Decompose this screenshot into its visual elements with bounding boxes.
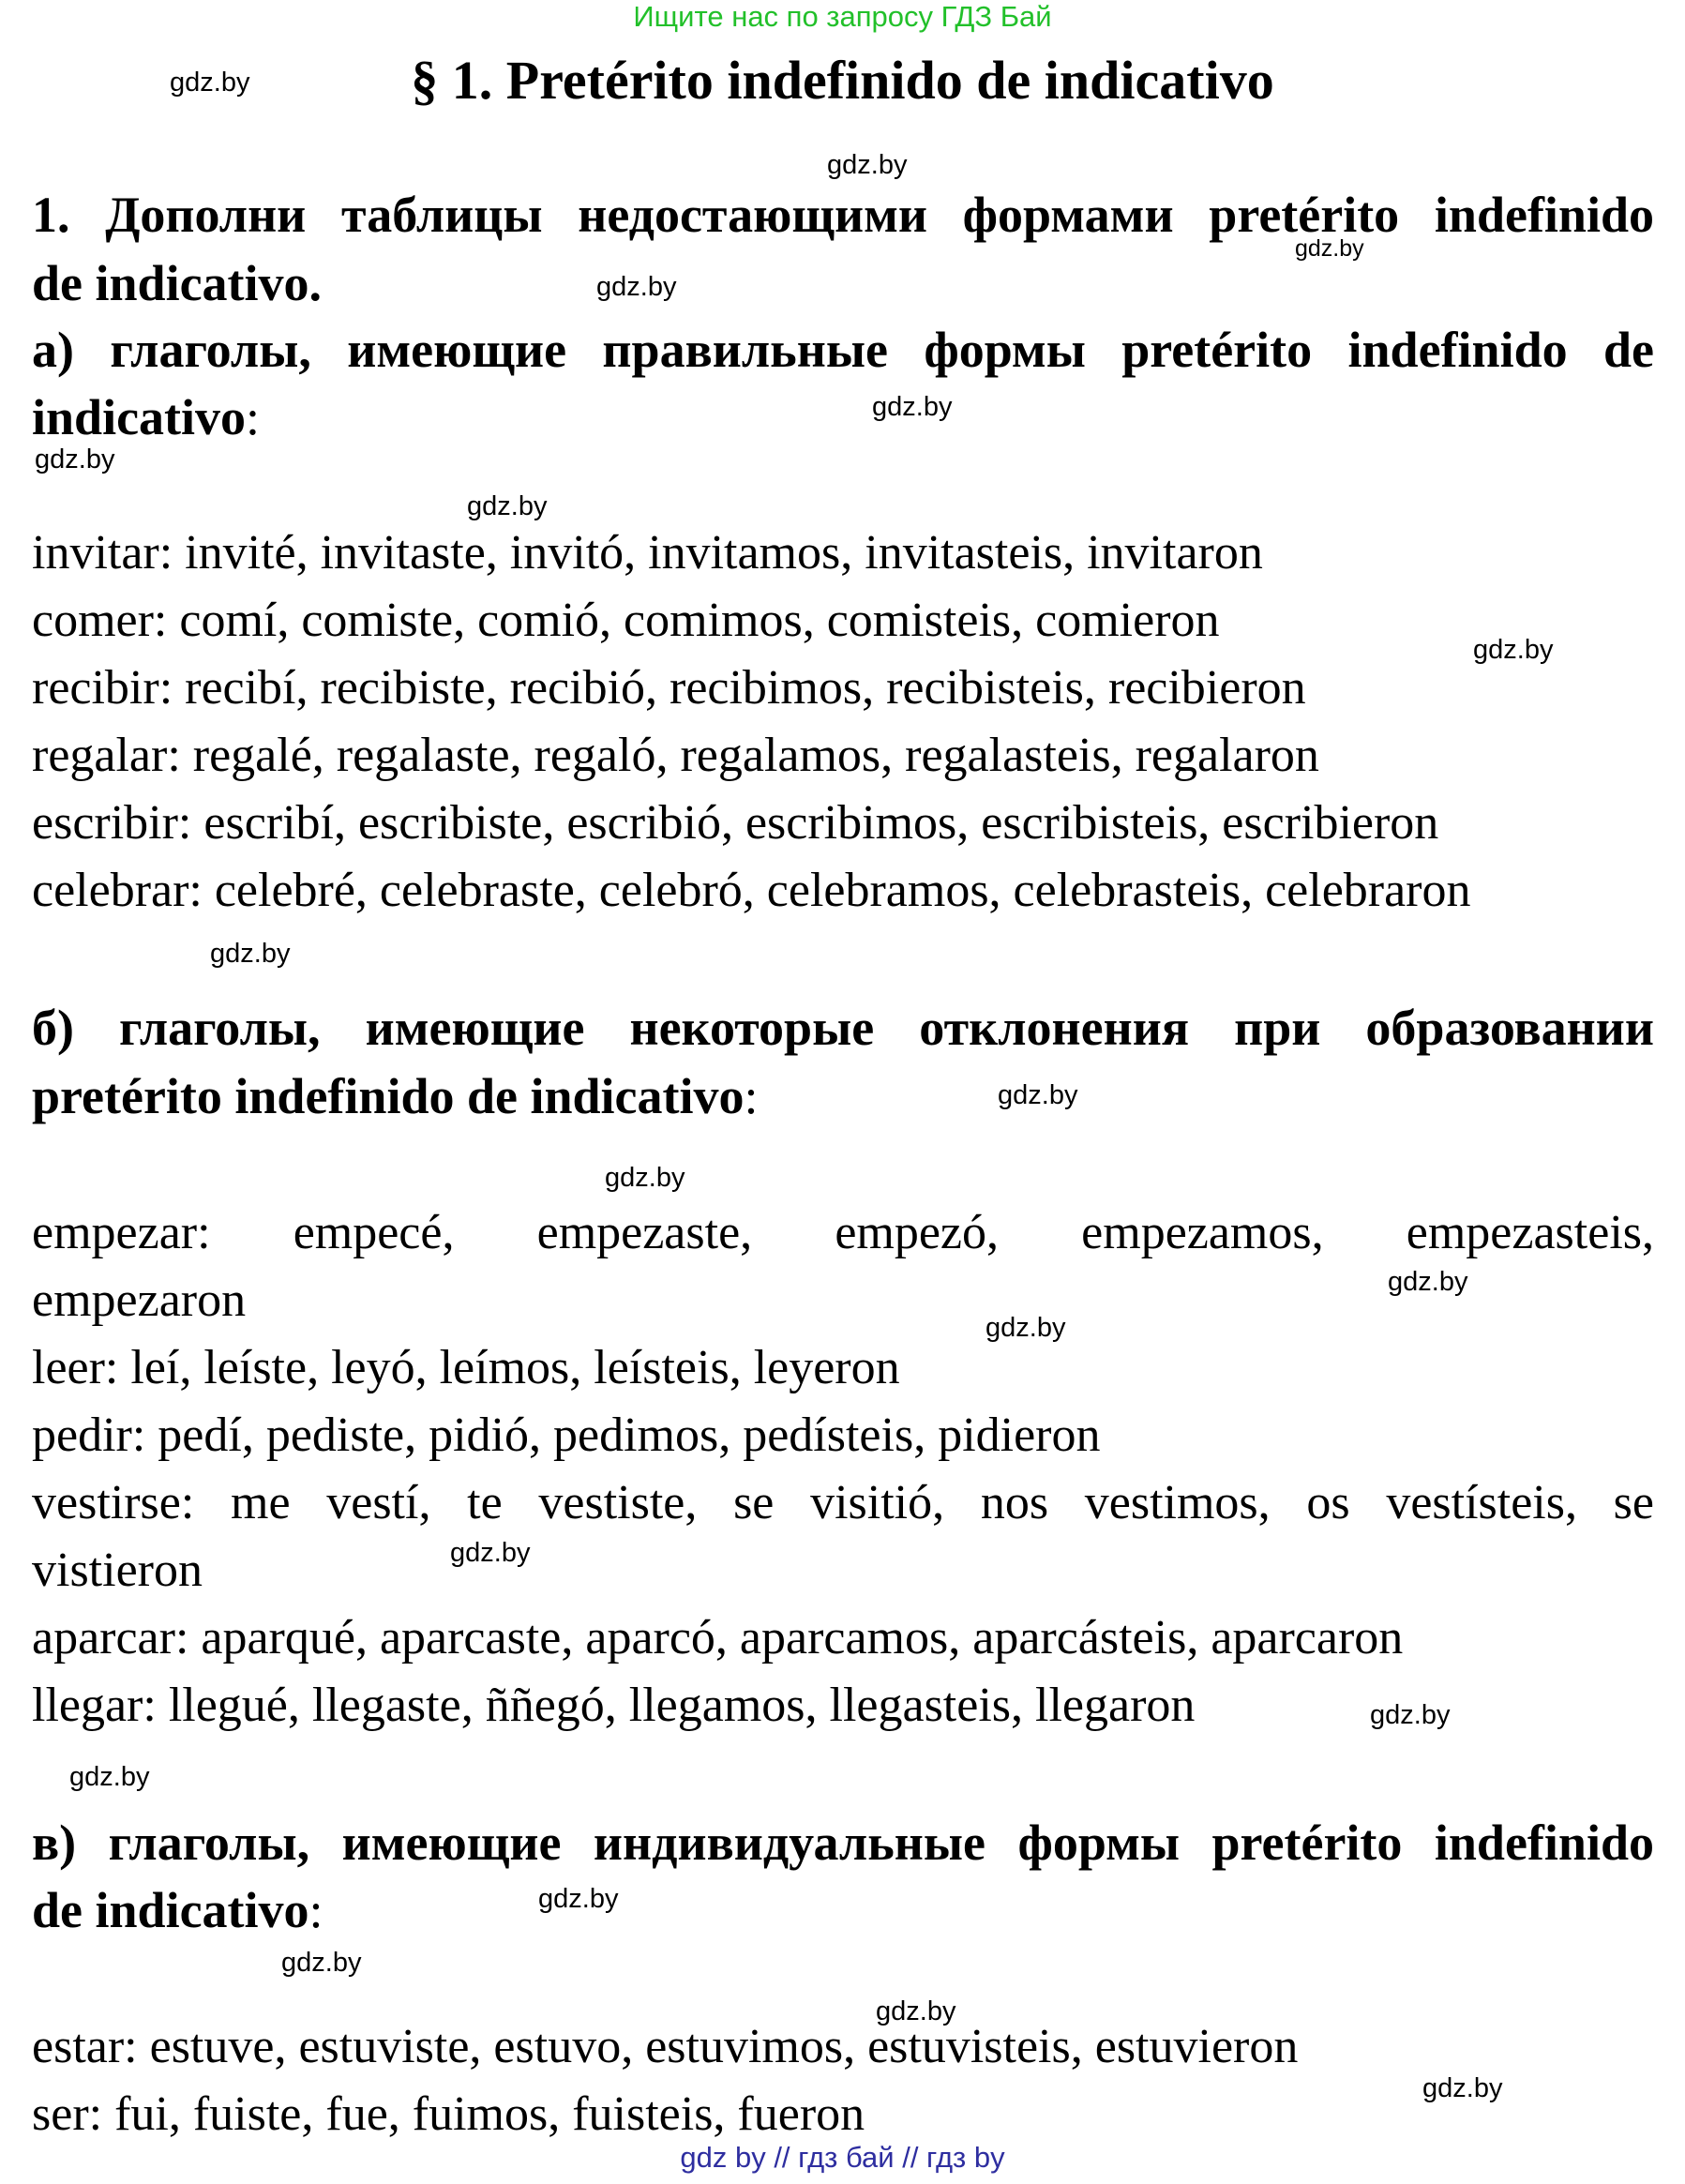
verb-line-aparcar: aparcar: aparqué, aparcaste, aparcó, aparcamos, aparcásteis, aparcaron — [32, 1611, 1404, 1664]
watermark: gdz.by — [1370, 1700, 1451, 1730]
watermark: gdz.by — [605, 1163, 685, 1193]
watermark: gdz.by — [998, 1080, 1078, 1110]
watermark: gdz.by — [596, 272, 677, 302]
watermark: gdz.by — [1388, 1267, 1468, 1297]
watermark: gdz.by — [1473, 635, 1554, 665]
section-a-heading-line-2 — [32, 384, 1654, 452]
section-c-heading-text: de indicativo — [32, 1882, 309, 1938]
verb-line-empezar-1: empezar: empecé, empezaste, empezó, empezamos, empezasteis, — [32, 1206, 1654, 1259]
verb-line-estar: estar: estuve, estuviste, estuvo, estuvimos, estuvisteis, estuvieron — [32, 2020, 1299, 2073]
watermark: gdz.by — [1422, 2073, 1503, 2103]
section-c-heading-line-1: в) глаголы, имеющие индивидуальные формы pretérito indefinido — [32, 1815, 1654, 1871]
top-banner: Ищите нас по запросу ГДЗ Бай — [633, 0, 1052, 33]
section-c-heading-colon: : — [308, 1882, 323, 1938]
verb-line-regalar: regalar: regalé, regalaste, regaló, regalamos, regalasteis, regalaron — [32, 729, 1319, 782]
task-heading-line-1: 1. Дополни таблицы недостающими формами pretérito indefinido — [32, 187, 1654, 243]
section-b-heading-text: pretérito indefinido de indicativo — [32, 1068, 745, 1124]
verb-line-llegar: llegar: llegué, llegaste, ññegó, llegamos, llegasteis, llegaron — [32, 1679, 1196, 1732]
section-b-heading-line-1: б) глаголы, имеющие некоторые отклонения при образовании — [32, 1000, 1654, 1056]
watermark: gdz.by — [210, 939, 291, 969]
section-b-heading-colon: : — [744, 1068, 759, 1124]
watermark: gdz.by — [450, 1538, 531, 1568]
bottom-banner: gdz by // гдз бай // гдз by — [680, 2141, 1005, 2174]
watermark: gdz.by — [69, 1762, 150, 1792]
verb-line-empezar-2: empezaron — [32, 1273, 247, 1327]
verb-line-leer: leer: leí, leíste, leyó, leímos, leísteis, leyeron — [32, 1341, 900, 1394]
watermark: gdz.by — [170, 68, 250, 98]
verb-line-celebrar: celebrar: celebré, celebraste, celebró, celebramos, celebrasteis, celebraron — [32, 864, 1471, 917]
verb-line-ser: ser: fui, fuiste, fue, fuimos, fuisteis, fueron — [32, 2087, 865, 2141]
verb-line-recibir: recibir: recibí, recibiste, recibió, recibimos, recibisteis, recibieron — [32, 661, 1306, 715]
verb-line-pedir: pedir: pedí, pediste, pidió, pedimos, pedísteis, pidieron — [32, 1408, 1101, 1462]
section-b-heading-line-2 — [32, 1062, 1654, 1131]
verb-line-vestirse-1: vestirse: me vestí, te vestiste, se visitió, nos vestimos, os vestísteis, se — [32, 1476, 1654, 1529]
watermark: gdz.by — [35, 444, 115, 474]
watermark: gdz.by — [1295, 235, 1364, 262]
watermark: gdz.by — [876, 1996, 956, 2026]
section-a-heading-line-1: а) глаголы, имеющие правильные формы pretérito indefinido de — [32, 322, 1654, 378]
section-c-heading-line-2 — [32, 1876, 1654, 1945]
page-title: § 1. Pretérito indefinido de indicativo — [411, 50, 1274, 111]
watermark: gdz.by — [827, 150, 908, 180]
watermark: gdz.by — [281, 1948, 362, 1978]
section-a-heading-colon: : — [246, 389, 261, 445]
watermark: gdz.by — [872, 392, 953, 422]
watermark: gdz.by — [538, 1884, 619, 1914]
section-a-heading-text: indicativo — [32, 389, 247, 445]
watermark: gdz.by — [467, 491, 548, 521]
verb-line-invitar: invitar: invité, invitaste, invitó, invitamos, invitasteis, invitaron — [32, 526, 1263, 580]
verb-line-vestirse-2: vistieron — [32, 1544, 203, 1597]
task-heading-line-2: de indicativo. — [32, 255, 323, 311]
verb-line-comer: comer: comí, comiste, comió, comimos, comisteis, comieron — [32, 594, 1220, 647]
watermark: gdz.by — [985, 1313, 1066, 1343]
verb-line-escribir: escribir: escribí, escribiste, escribió, escribimos, escribisteis, escribieron — [32, 796, 1439, 850]
